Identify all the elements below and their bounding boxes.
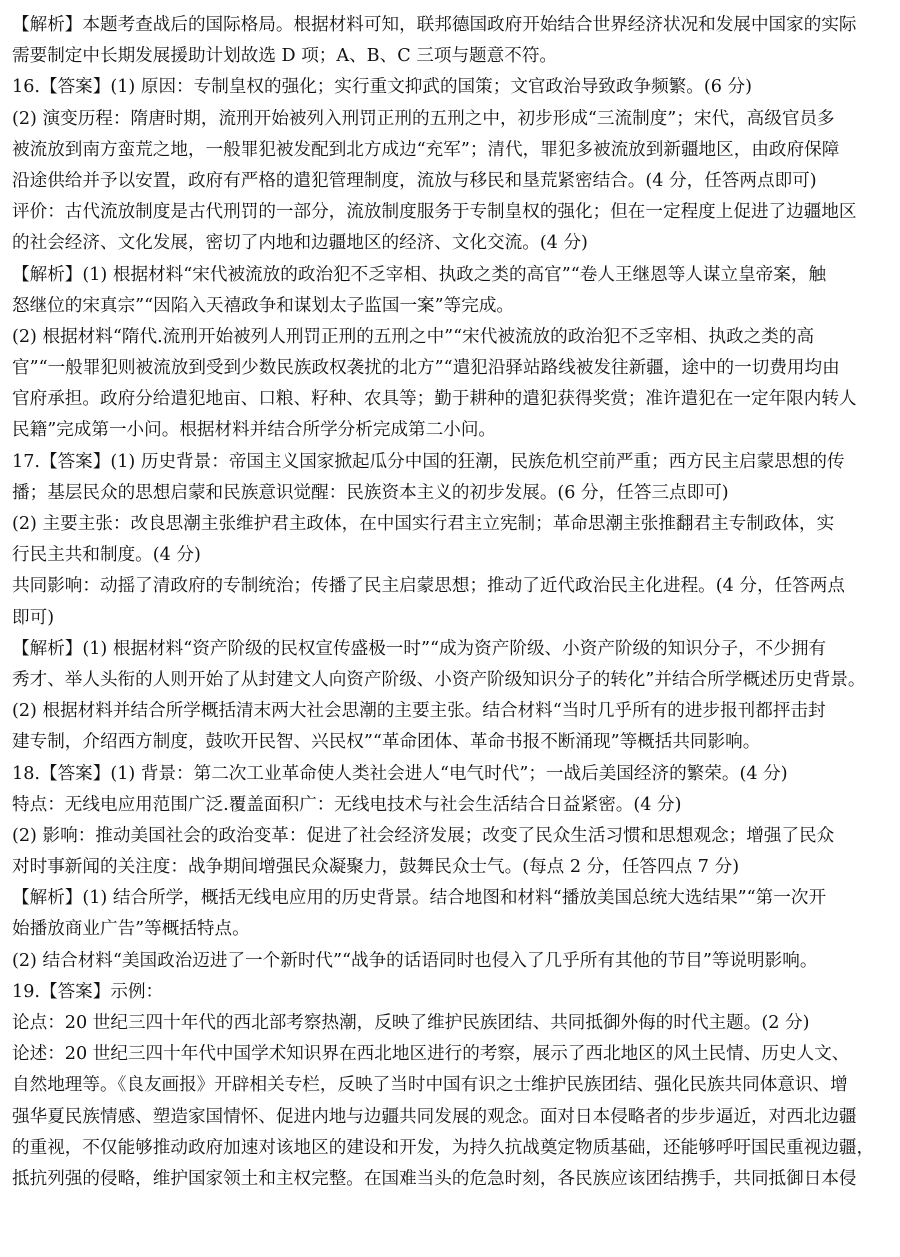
text-line: 民籍”完成第一小问。根据材料并结合所学分析完成第二小问。 (12, 420, 497, 441)
text-line: 论述：20 世纪三四十年代中国学术知识界在西北地区进行的考察，展示了西北地区的风土民情、历史人文、 (12, 1044, 850, 1065)
text-line (12, 1195, 888, 1226)
text-line: 对时事新闻的关注度：战争期间增强民众凝聚力，鼓舞民众士气。(每点 2 分，任答四点 7 分) (12, 857, 740, 878)
text-line: 怒继位的宋真宗”“因陷入天禧政争和谋划太子监国一案”等完成。 (12, 295, 515, 316)
text-line: 播；基层民众的思想启蒙和民族意识觉醒：民族资本主义的初步发展。(6 分，任答三点即可) (12, 482, 729, 503)
text-line: 论点：20 世纪三四十年代的西北部考察热潮，反映了维护民族团结、共同抵御外侮的时代主题。(2 分) (12, 1013, 810, 1033)
text-line: 【解析】(1) 根据材料“资产阶级的民权宣传盛极一时”“成为资产阶级、小资产阶级的知识分子，不少拥有 (12, 638, 827, 659)
text-line: 16.【答案】(1) 原因：专制皇权的强化；实行重文抑武的国策；文官政治导致政争频繁。(6 分) (12, 77, 752, 98)
text-line: 秀才、举人头衔的人则开始了从封建文人向资产阶级、小资产阶级知识分子的转化”并结合所学概述历史背景。 (12, 669, 866, 690)
text-line: 即可) (12, 607, 55, 628)
text-line: (2) 演变历程：隋唐时期，流刑开始被列入刑罚正刑的五刑之中，初步形成“三流制度”；宋代，高级官员多 (12, 108, 835, 129)
text-line: 18.【答案】(1) 背景：第二次工业革命使人类社会进人“电气时代”；一战后美国经济的繁荣。(4 分) (12, 763, 788, 784)
text-line: 官府承担。政府分给遣犯地亩、口粮、籽种、农具等；勤于耕种的遣犯获得奖赏；准许遣犯在一定年限内转人 (12, 389, 857, 410)
text-line: 需要制定中长期发展援助计划故选 D 项；A、B、C 三项与题意不符。 (12, 46, 558, 67)
text-line: 17.【答案】(1) 历史背景：帝国主义国家掀起瓜分中国的狂潮，民族危机空前严重；西方民主启蒙思想的传 (12, 451, 845, 472)
text-line: 自然地理等。《良友画报》开辟相关专栏，反映了当时中国有识之士维护民族团结、强化民族共同体意识、增 (12, 1075, 848, 1096)
text-line: 沿途供给并予以安置，政府有严格的遣犯管理制度，流放与移民和垦荒紧密结合。(4 分，任答两点即可) (12, 170, 817, 191)
text-line: 评价：古代流放制度是古代刑罚的一部分，流放制度服务于专制皇权的强化；但在一定程度上促进了边疆地区 (12, 202, 857, 223)
text-line: 的重视，不仅能够推动政府加速对该地区的建设和开发，为持久抗战奠定物质基础，还能够呼吁国民重视边疆， (12, 1137, 875, 1158)
text-line: (2) 根据材料“隋代.流刑开始被列人刑罚正刑的五刑之中”“宋代被流放的政治犯不乏宰相、执政之类的高 (12, 326, 815, 347)
text-line: 19.【答案】示例： (12, 981, 164, 1002)
text-line: 【解析】(1) 结合所学，概括无线电应用的历史背景。结合地图和材料“播放美国总统大选结果”“第一次开 (12, 888, 827, 909)
text-line: 建专制，介绍西方制度，鼓吹开民智、兴民权”“革命团体、革命书报不断涌现”等概括共同影响。 (12, 732, 761, 753)
text-line: 被流放到南方蛮荒之地，一般罪犯被发配到北方成边“充军”；清代，罪犯多被流放到新疆地区，由政府保障 (12, 139, 840, 160)
text-line: 官”“一般罪犯则被流放到受到少数民族政权袭扰的北方”“遣犯沿驿站路线被发往新疆，途中的一切费用均由 (12, 358, 840, 379)
text-line: (2) 结合材料“美国政治迈进了一个新时代”“战争的话语同时也侵入了几乎所有其他的节目”等说明影响。 (12, 950, 818, 971)
text-line: (2) 影响：推动美国社会的政治变革：促进了社会经济发展；改变了民众生活习惯和思想观念；增强了民众 (12, 825, 835, 846)
text-line: (2) 主要主张：改良思潮主张维护君主政体，在中国实行君主立宪制；革命思潮主张推翻君主专制政体，实 (12, 514, 835, 534)
text-line: 行民主共和制度。(4 分) (12, 545, 201, 566)
text-line: 特点：无线电应用范围广泛.覆盖面积广：无线电技术与社会生活结合日益紧密。(4 分) (12, 794, 682, 815)
text-line: (2) 根据材料并结合所学概括清末两大社会思潮的主要主张。结合材料“当时几乎所有的进步报刊都抨击封 (12, 701, 826, 722)
text-line: 【解析】(1) 根据材料“宋代被流放的政治犯不乏宰相、执政之类的高官”“卷人王继恩等人谋立皇帝案，触 (12, 264, 827, 285)
text-line: 【解析】本题考查战后的国际格局。根据材料可知，联邦德国政府开始结合世界经济状况和发展中国家的实际 (12, 15, 857, 35)
text-line: 始播放商业广告”等概括特点。 (12, 919, 250, 940)
text-line: 抵抗列强的侵略，维护国家领土和主权完整。在国难当头的危急时刻，各民族应该团结携手，共同抵御日本侵 (12, 1168, 857, 1189)
text-line: 共同影响：动摇了清政府的专制统治；传播了民主启蒙思想；推动了近代政治民主化进程。(4 分，任答两点 (12, 576, 845, 597)
text-line: 的社会经济、文化发展，密切了内地和边疆地区的经济、文化交流。(4 分) (12, 233, 588, 254)
text-line: 强华夏民族情感、塑造家国情怀、促进内地与边疆共同发展的观念。面对日本侵略者的步步逼近，对西北边疆 (12, 1106, 857, 1127)
